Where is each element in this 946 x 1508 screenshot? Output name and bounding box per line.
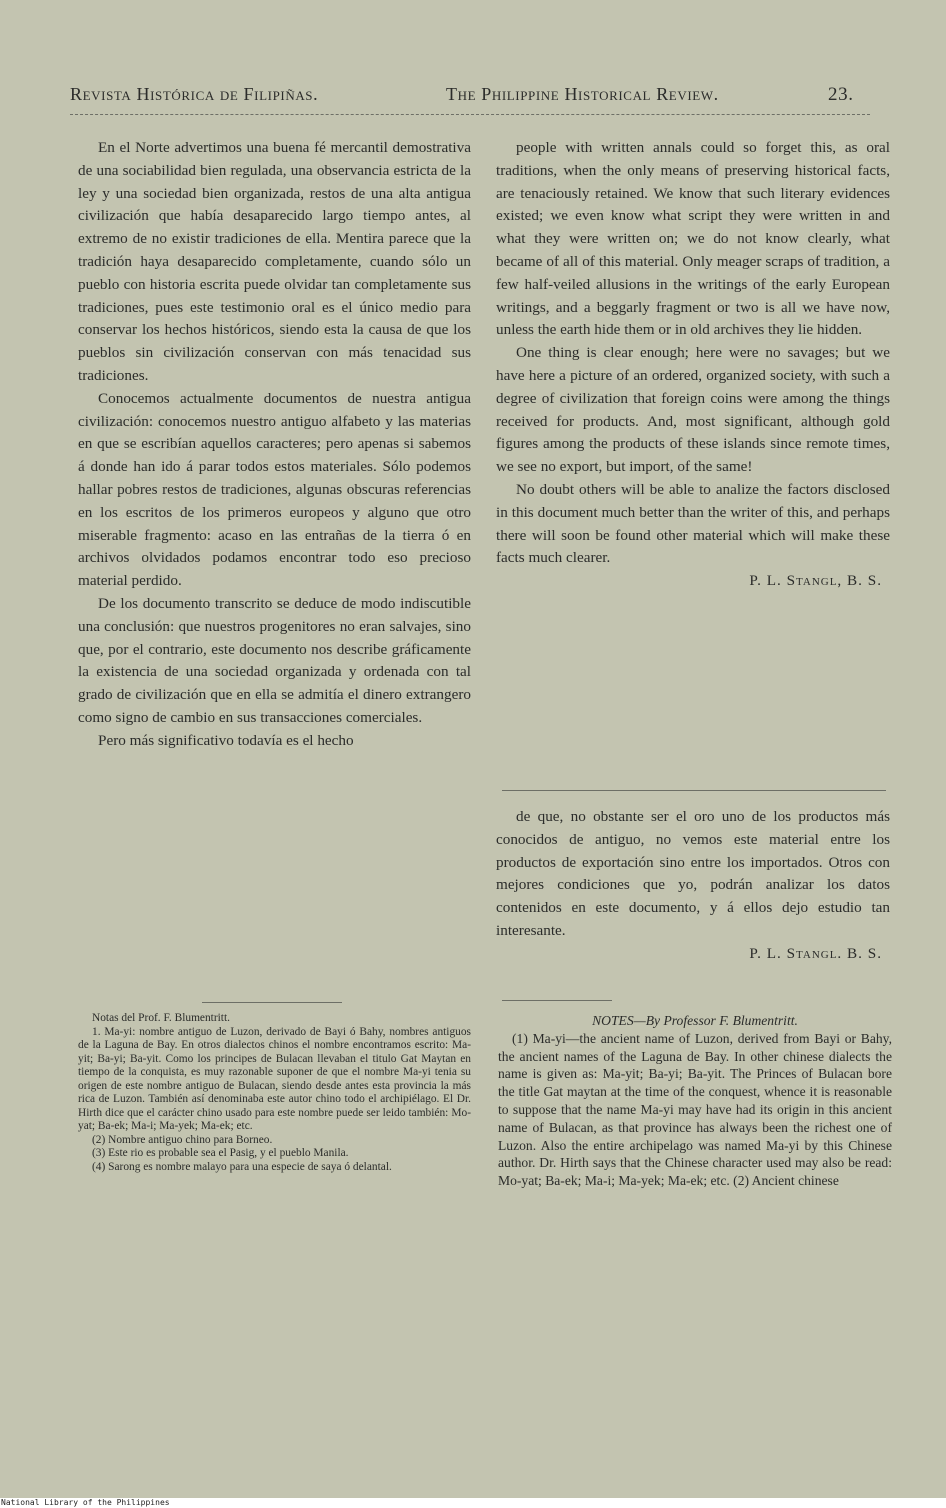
left-paragraph: Pero más significativo todavía es el hecho [98, 731, 354, 749]
right-paragraph: de que, no obstante ser el oro uno de los productos más conocidos de antiguo, no vemos este material entre los productos de exportación sino entre los importados. Otros con mejores condiciones que yo, podrán analizar los datos contenidos en este documento, y á ellos dejo estudio tan interesante. [496, 808, 890, 939]
left-paragraph: Conocemos actualmente documentos de nuestra antigua civilización: conocemos nuestro antiguo alfabeto y las materias en que se escribían aquellos caracteres; pero apenas si sabemos á donde han ido á parar todos estos materiales. Sólo podemos hallar pobres restos de tradiciones, algunas obscuras referencias en los escritos de los primeros europeos y alguno que otro miserable fragmento: acaso en las entrañas de la tierra ó en archivos olvidados podamos encontrar todo eso precioso material perdido. [78, 389, 471, 590]
page-number: 23. [828, 84, 854, 105]
right-paragraph: people with written annals could so forget this, as oral traditions, when the only means of preserving historical facts, are tenaciously retained. We know that such literary evidences existed; we even know what script they were written in and what they were written on; we do not know clearly, what became of all of this material. Only meager scraps of tradition, a few half-veiled allusions in the writings of the early European writings, and a beggarly fragment or two is all we have now, unless the earth hide them or in old archives they lie hidden. [496, 139, 890, 339]
signature: P. L. Stangl, B. S. [749, 572, 882, 590]
footnote: (4) Sarong es nombre malayo para una especie de saya ó delantal. [92, 1160, 392, 1173]
footnote: (3) Este rio es probable sea el Pasig, y el pueblo Manila. [92, 1147, 349, 1159]
footnote-rule [202, 1002, 342, 1003]
column-divider-rule [502, 790, 886, 791]
header-english-title: The Philippine Historical Review. [446, 84, 719, 104]
right-paragraph: No doubt others will be able to analize the factors disclosed in this document much better than the writer of this, and perhaps there will soon be found other material which will make these facts much clearer. [496, 480, 890, 567]
right-column-top [496, 137, 890, 593]
footnote-rule [502, 1000, 612, 1001]
library-credit: National Library of the Philippines [0, 1498, 946, 1508]
left-paragraph: De los documento transcrito se deduce de modo indiscutible una conclusión: que nuestros progenitores no eran salvajes, sino que, por el contrario, este documento nos describe gráficamente la existencia de una sociedad organizada y ordenada con tal grado de civilización que en ella se admitía el dinero extrangero como signo de cambio en sus transacciones comerciales. [78, 594, 471, 726]
english-footnotes [498, 1012, 892, 1190]
right-paragraph: One thing is clear enough; here were no savages; but we have here a picture of an ordered, organized society, with such a degree of civilization that foreign coins were among the things received for products. And, most significant, although gold figures among the products of these islands since remote times, we see no export, but import, of the same! [496, 344, 890, 476]
signature: P. L. Stangl. B. S. [749, 944, 882, 962]
header-spanish-title: Revista Histórica de Filipiñas. [70, 84, 319, 104]
left-paragraph: En el Norte advertimos una buena fé mercantil demostrativa de una sociabilidad bien regulada, una observancia estricta de la ley y una sociedad bien organizada, restos de una alta antigua civilización que había desaparecido largo tiempo antes, al extremo de no existir tradiciones de ella. Mentira parece que la tradición haya desaparecido completamente, cuando sólo un pueblo con historia escrita puede olvidar tan completamente sus tradiciones, pues este testimonio oral es el único medio para conservar los hechos históricos, siendo esta la causa de que los pueblos sin civilización conservan con más tenacidad sus tradiciones. [78, 139, 471, 384]
header-rule [70, 114, 870, 115]
footnote: 1. Ma-yi: nombre antiguo de Luzon, derivado de Bayi ó Bahy, nombres antiguos de la Laguna de Bay. En otros dialectos chinos el nombre encontramos escrito: Ma-yit; Ba-yi; Ba-yit. Como los principes de Bulacan llevaban el titulo Gat Maytan en tiempo de la conquista, es muy razonable suponer de que el nombre Ma-yi tenia su origen de este nombre antiguo de Bulacan, siendo desde antes esta provincia la más rica de Luzon. También así denominaba este autor chino todo el archipiélago. El Dr. Hirth dice que el carácter chino usado para este nombre puede ser leido también: Mo-yat; Ba-ek; Ma-i; Ma-yek; Ma-ek; etc. [78, 1025, 471, 1132]
left-column [78, 137, 471, 753]
spanish-footnotes [78, 1012, 471, 1174]
footnote: (2) Nombre antiguo chino para Borneo. [92, 1133, 273, 1146]
right-column-bottom [496, 806, 890, 966]
footnote: (1) Ma-yi—the ancient name of Luzon, derived from Bayi or Bahy, the ancient names of the Laguna de Bay. In other chinese dialects the name is given as: Ma-yit; Ba-yi; Ba-yit. The Princes of Bulacan bore the title Gat maytan at the time of the conquest, whence it is reasonable to suppose that the name Ma-yi may have had its origin in this ancient name of Bulacan, as that province has always been the richest one of Luzon. Also the entire archipelago was named Ma-yi by this Chinese author. Dr. Hirth says that the Chinese character used may also be read: Mo-yat; Ba-ek; Ma-i; Ma-yek; Ma-ek; etc. (2) Ancient chinese [498, 1030, 892, 1189]
running-header [70, 84, 870, 108]
footnotes-title: Notas del Prof. F. Blumentritt. [92, 1012, 230, 1024]
footnotes-title: NOTES—By Professor F. Blumentritt. [592, 1013, 798, 1028]
